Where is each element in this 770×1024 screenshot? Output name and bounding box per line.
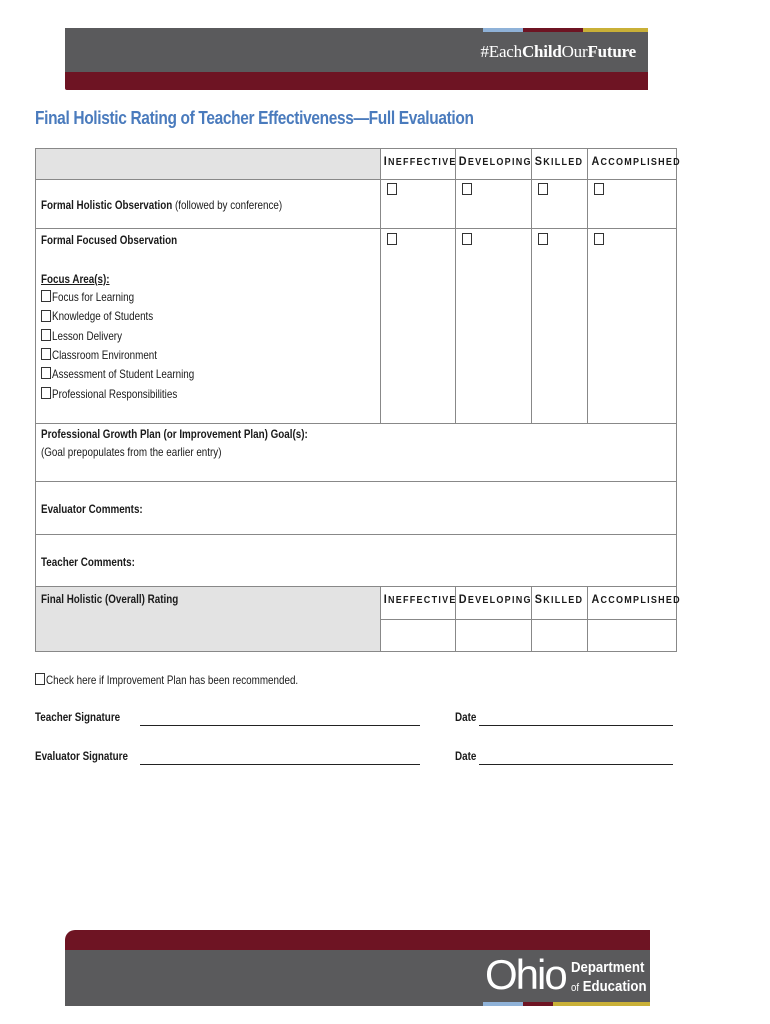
- formal-focused-label: Formal Focused Observation: [41, 233, 178, 247]
- footer-banner: [65, 930, 650, 1006]
- header-maroon-band: [65, 72, 648, 90]
- final-col-developing: DEVELOPING: [458, 592, 532, 606]
- final-col-accomplished: ACCOMPLISHED: [591, 592, 681, 606]
- focused-accomplished-checkbox[interactable]: [594, 233, 604, 245]
- formal-holistic-label: Formal Holistic Observation (followed by conference): [41, 198, 283, 212]
- evaluation-table: [35, 148, 681, 652]
- assessment-checkbox[interactable]: [41, 367, 51, 379]
- teacher-signature-line[interactable]: [140, 725, 420, 726]
- focused-skilled-checkbox[interactable]: [538, 233, 548, 245]
- focus-areas-label: Focus Area(s):: [41, 272, 110, 286]
- page-title: Final Holistic Rating of Teacher Effectiveness—Full Evaluation: [35, 108, 474, 128]
- improvement-plan-label: Check here if Improvement Plan has been recommended.: [46, 673, 299, 687]
- final-ineffective-cell[interactable]: [381, 620, 455, 650]
- focused-developing-checkbox[interactable]: [462, 233, 472, 245]
- header-banner: [65, 28, 648, 90]
- evaluator-signature-line[interactable]: [140, 764, 420, 765]
- focus-area-item: Knowledge of Students: [52, 309, 154, 323]
- col-ineffective: INEFFECTIVE: [383, 154, 457, 168]
- final-col-skilled: SKILLED: [534, 592, 584, 606]
- evaluator-comments-label: Evaluator Comments:: [41, 502, 143, 516]
- col-developing: DEVELOPING: [458, 154, 532, 168]
- col-skilled: SKILLED: [534, 154, 584, 168]
- evaluator-signature-label: Evaluator Signature: [35, 749, 128, 763]
- hashtag-logo: #EachChildOurFuture: [480, 42, 636, 61]
- focused-ineffective-checkbox[interactable]: [387, 233, 397, 245]
- department-logo-text: Department of Education: [571, 959, 647, 995]
- teacher-signature-label: Teacher Signature: [35, 710, 121, 724]
- teacher-comments-label: Teacher Comments:: [41, 555, 135, 569]
- header-stripe-maroon: [523, 28, 583, 32]
- holistic-skilled-checkbox[interactable]: [538, 183, 548, 195]
- footer-maroon-band: [65, 930, 650, 950]
- final-col-ineffective: INEFFECTIVE: [383, 592, 457, 606]
- focus-area-item: Focus for Learning: [52, 290, 135, 304]
- footer-stripe-maroon: [523, 1002, 553, 1006]
- lesson-delivery-checkbox[interactable]: [41, 329, 51, 341]
- classroom-environment-checkbox[interactable]: [41, 348, 51, 360]
- focus-area-item: Assessment of Student Learning: [52, 367, 195, 381]
- col-accomplished: ACCOMPLISHED: [591, 154, 681, 168]
- focus-for-learning-checkbox[interactable]: [41, 290, 51, 302]
- header-blank-cell: [36, 149, 380, 179]
- footer-stripe-gold: [553, 1002, 650, 1006]
- final-accomplished-cell[interactable]: [588, 620, 676, 650]
- teacher-date-label: Date: [455, 710, 477, 724]
- professional-responsibilities-checkbox[interactable]: [41, 387, 51, 399]
- header-stripe-blue: [483, 28, 523, 32]
- improvement-plan-checkbox[interactable]: [35, 673, 45, 685]
- evaluator-date-line[interactable]: [479, 764, 673, 765]
- focus-area-item: Classroom Environment: [52, 348, 157, 362]
- holistic-accomplished-checkbox[interactable]: [594, 183, 604, 195]
- header-stripe-gold: [583, 28, 648, 32]
- final-developing-cell[interactable]: [456, 620, 531, 650]
- final-skilled-cell[interactable]: [532, 620, 587, 650]
- focus-area-item: Professional Responsibilities: [52, 387, 178, 401]
- footer-stripe-blue: [483, 1002, 523, 1006]
- holistic-ineffective-checkbox[interactable]: [387, 183, 397, 195]
- knowledge-of-students-checkbox[interactable]: [41, 310, 51, 322]
- final-rating-label: Final Holistic (Overall) Rating: [41, 592, 179, 606]
- growth-plan-label: Professional Growth Plan (or Improvement Plan) Goal(s):: [41, 427, 308, 441]
- holistic-developing-checkbox[interactable]: [462, 183, 472, 195]
- evaluator-date-label: Date: [455, 749, 477, 763]
- growth-plan-note: (Goal prepopulates from the earlier entry): [41, 445, 222, 459]
- focus-area-item: Lesson Delivery: [52, 329, 123, 343]
- teacher-date-line[interactable]: [479, 725, 673, 726]
- ohio-logo: Ohio: [485, 951, 566, 998]
